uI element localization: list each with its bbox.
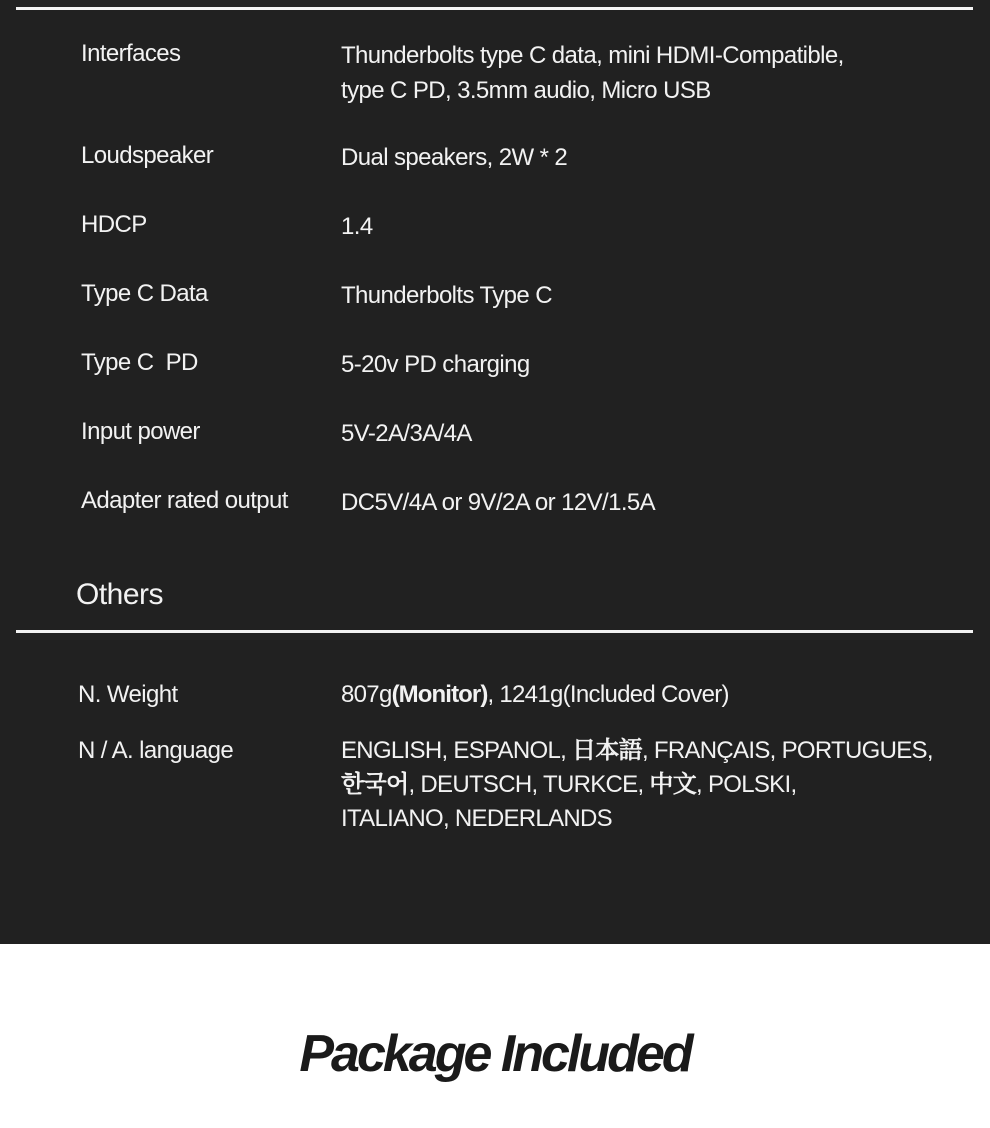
spec-value: Dual speakers, 2W * 2 — [341, 144, 568, 171]
spec-label: Interfaces — [81, 40, 181, 67]
spec-value-line: type C PD, 3.5mm audio, Micro USB — [341, 77, 711, 104]
language-korean: 한국어 — [341, 771, 409, 798]
spec-value: 1.4 — [341, 213, 373, 240]
spec-value-line: Thunderbolts type C data, mini HDMI-Compatible, — [341, 42, 844, 69]
language-line: ITALIANO, NEDERLANDS — [341, 805, 612, 832]
weight-monitor-value: 807g — [341, 681, 392, 708]
top-divider — [16, 7, 973, 10]
weight-monitor-note: (Monitor) — [391, 681, 488, 708]
spec-value: 5-20v PD charging — [341, 351, 530, 378]
language-chinese: 中文 — [649, 771, 697, 798]
section-title-others: Others — [76, 578, 164, 611]
weight-cover-value: , 1241g(Included Cover) — [487, 681, 729, 708]
others-divider — [16, 630, 973, 633]
spec-label: N / A. language — [78, 737, 234, 764]
spec-value: 5V-2A/3A/4A — [341, 420, 472, 447]
spec-label: Type C Data — [81, 280, 208, 307]
spec-value: DC5V/4A or 9V/2A or 12V/1.5A — [341, 489, 656, 516]
spec-value — [341, 38, 844, 108]
language-line — [341, 734, 933, 768]
language-text: , POLSKI, — [696, 771, 797, 798]
spec-value — [341, 678, 729, 712]
language-text: , FRANÇAIS, PORTUGUES, — [641, 737, 933, 764]
language-japanese: 日本語 — [572, 737, 642, 764]
spec-label: Type C PD — [81, 349, 198, 376]
spec-value — [341, 734, 933, 836]
spec-label: Adapter rated output — [81, 487, 288, 514]
language-text: ENGLISH, ESPANOL, — [341, 737, 573, 764]
spec-label: Input power — [81, 418, 200, 445]
language-text: , DEUTSCH, TURKCE, — [408, 771, 650, 798]
package-included-heading: Package Included — [299, 1025, 691, 1083]
language-line — [341, 768, 933, 802]
spec-label: N. Weight — [78, 681, 178, 708]
spec-value: Thunderbolts Type C — [341, 282, 552, 309]
spec-label: HDCP — [81, 211, 147, 238]
spec-label: Loudspeaker — [81, 142, 214, 169]
